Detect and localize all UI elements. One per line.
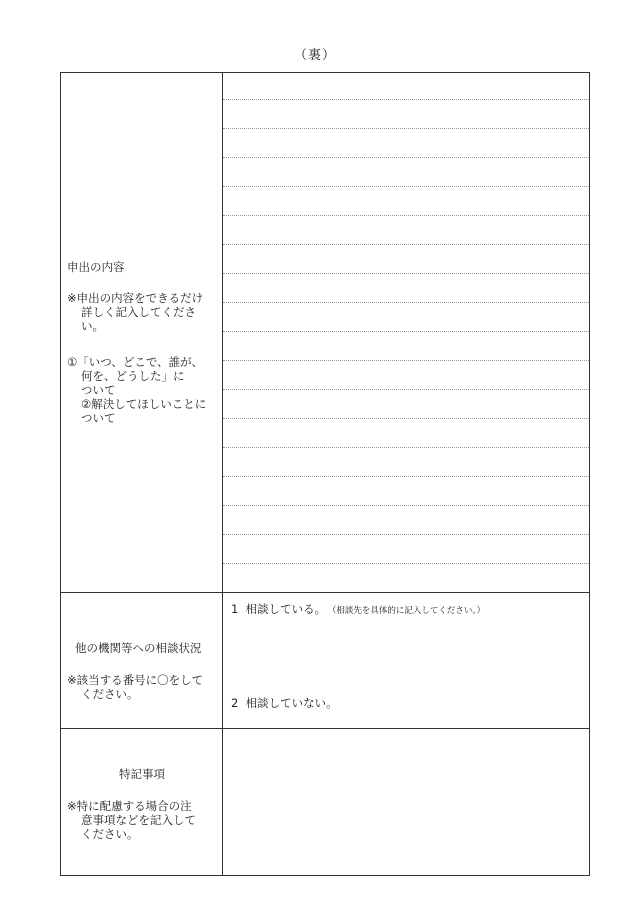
writing-line [223, 157, 589, 158]
consultation-instruction: ※該当する番号に〇をして ください。 [67, 673, 204, 701]
option-1-label: 相談している。 [245, 602, 327, 616]
complaint-content-label: 申出の内容 [67, 260, 125, 274]
complaint-content-label-cell [61, 73, 223, 592]
complaint-form-table [60, 72, 590, 876]
remarks-label-cell [61, 729, 223, 875]
consultation-label-cell [61, 592, 223, 728]
writing-line [223, 273, 589, 274]
writing-line [223, 215, 589, 216]
option-2-label: 相談していない。 [245, 696, 338, 710]
writing-line [223, 302, 589, 303]
page-heading: （裏） [293, 48, 336, 63]
option-1-note: （相談先を具体的に記入してください。） [332, 606, 486, 616]
writing-line [223, 418, 589, 419]
complaint-content-points: ①「いつ、どこで、誰が、 何を、どうした」に ついて ②解決してほしいことに ついて [67, 355, 207, 425]
remarks-input-area[interactable] [223, 729, 589, 875]
consultation-options-area [223, 592, 589, 728]
writing-line [223, 534, 589, 535]
special-remarks-row [61, 729, 589, 875]
option-consulting[interactable] [231, 602, 485, 618]
writing-line [223, 244, 589, 245]
writing-line [223, 447, 589, 448]
remarks-instruction: ※特に配慮する場合の注 意事項などを記入して ください。 [67, 799, 196, 841]
writing-line [223, 505, 589, 506]
remarks-label: 特記事項 [119, 767, 165, 781]
complaint-content-input-area[interactable] [223, 73, 589, 592]
writing-line [223, 99, 589, 100]
writing-line [223, 128, 589, 129]
option-1-number: 1 [231, 602, 239, 616]
writing-line [223, 563, 589, 564]
complaint-content-row [61, 73, 589, 593]
ruled-writing-lines [223, 73, 589, 592]
complaint-content-instruction: ※申出の内容をできるだけ 詳しく記入してくださ い。 [67, 291, 204, 333]
writing-line [223, 360, 589, 361]
writing-line [223, 331, 589, 332]
option-2-number: 2 [231, 696, 239, 710]
writing-line [223, 389, 589, 390]
writing-line [223, 186, 589, 187]
option-not-consulting[interactable] [231, 696, 338, 710]
consultation-label: 他の機関等への相談状況 [75, 641, 202, 655]
other-agency-consultation-row [61, 592, 589, 729]
writing-line [223, 476, 589, 477]
